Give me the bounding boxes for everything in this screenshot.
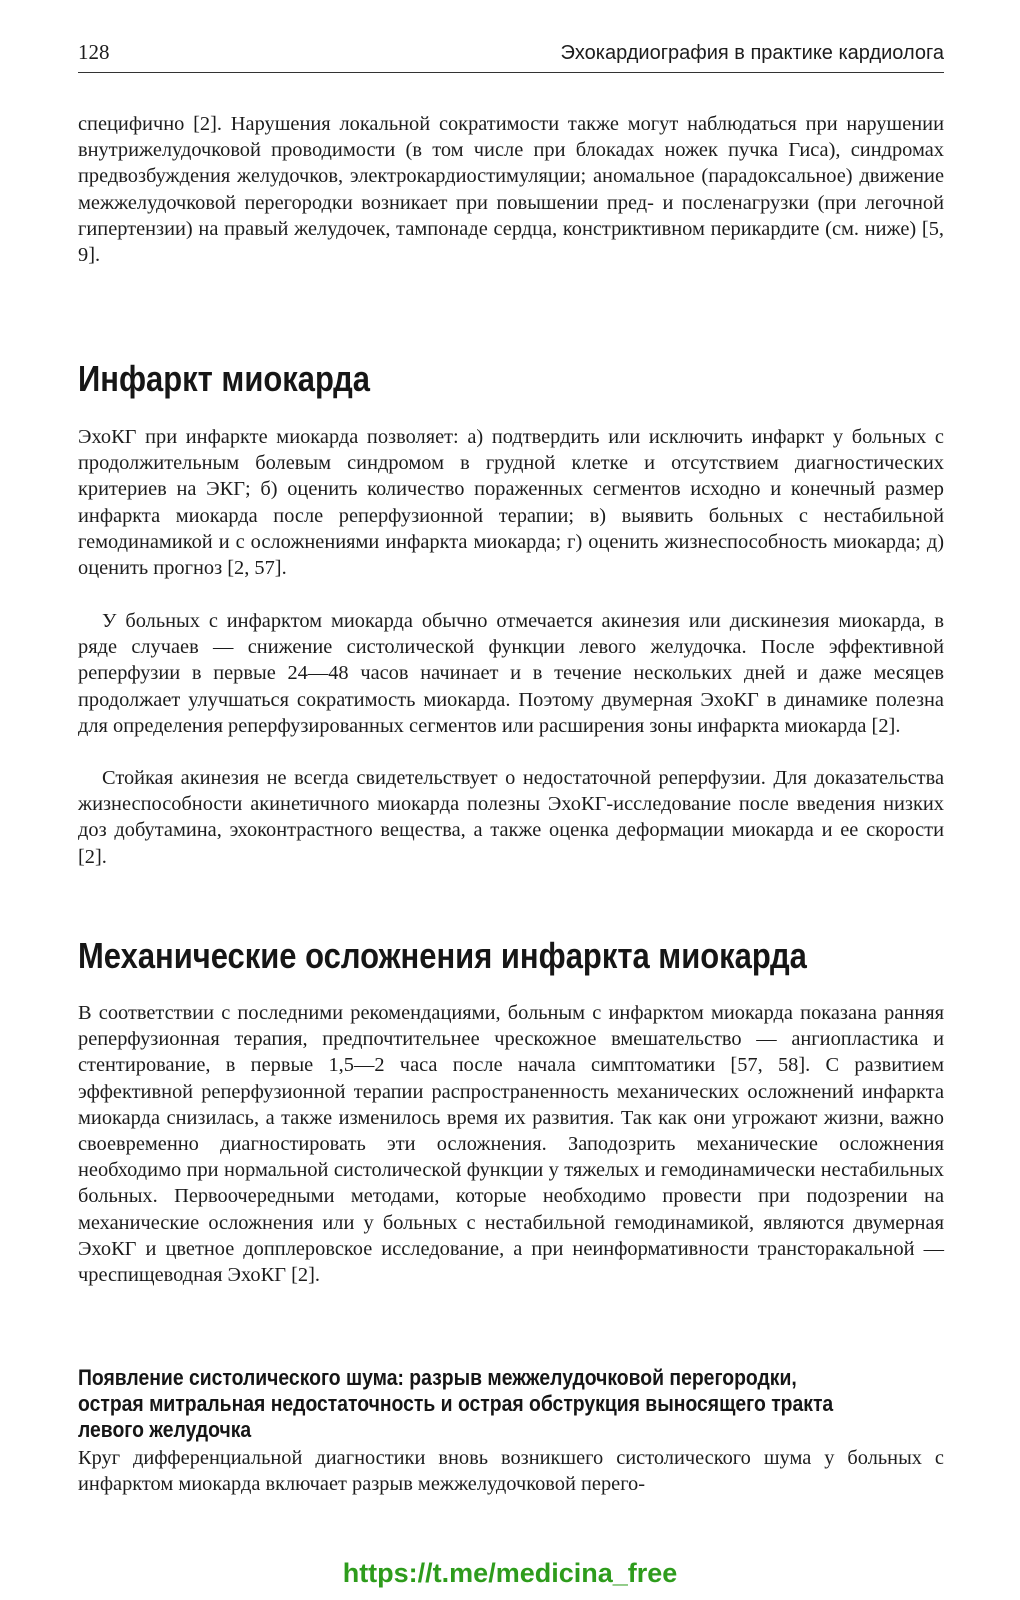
page-header: [78, 38, 944, 73]
paragraph-reperfusion: В соответствии с последними рекомендациями, больным с инфарктом миокарда показана ранняя реперфузионная терапия, предпочтительнее чрескожное вмешательство — ангиопластика и стентирование, в первые 1,5—2 часа после начала симптоматики [57, 58]. С развитием эффективной реперфузионной терапии распространенность механических осложнений инфаркта миокарда снизилась, а также изменилось время их развития. Так как они угрожают жизни, важно своевременно диагностировать эти осложнения. Заподозрить механические осложнения необходимо при нормальной систолической функции у тяжелых и гемодинамически нестабильных больных. Первоочередными методами, которые необходимо провести при подозрении на механические осложнения или у больных с нестабильной гемодинамикой, являются двумерная ЭхоКГ и цветное допплеровское исследование, а при неинформативности трансторакальной — чреспищеводная ЭхоКГ [2].: [78, 1002, 944, 1287]
page-number: 128: [78, 40, 110, 64]
running-title: Эхокардиография в практике кардиолога: [560, 42, 944, 64]
heading-infarct: Инфаркт миокарда: [78, 358, 371, 399]
heading-mechanical-complications: Механические осложнения инфаркта миокарда: [78, 935, 807, 976]
subheading-systolic-murmur: Появление систолического шума: разрыв межжелудочковой перегородки, острая митральная недостаточность и острая обструкция выносящего тракта левого желудочка: [78, 1365, 834, 1442]
paragraph-intro: специфично [2]. Нарушения локальной сократимости также могут наблюдаться при нарушении внутрижелудочковой проводимости (в том числе при блокадах ножек пучка Гиса), синдромах предвозбуждения желудочков, электрокардиостимуляции; аномальное (парадоксальное) движение межжелудочковой перегородки возникает при повышении пред- и посленагрузки (при легочной гипертензии) на правый желудочек, тампонаде сердца, констриктивном перикардите (см. ниже) [5, 9].: [78, 113, 944, 267]
paragraph-differential: Круг дифференциальной диагностики вновь возникшего систолического шума у больных с инфарктом миокарда включает разрыв межжелудочковой перего-: [78, 1447, 944, 1496]
paragraph-echo-goals: ЭхоКГ при инфаркте миокарда позволяет: а) подтвердить или исключить инфаркт у больных с продолжительным болевым синдромом в грудной клетке и отсутствием диагностических критериев на ЭКГ; б) оценить количество пораженных сегментов исходно и конечный размер инфаркта миокарда после реперфузионной терапии; в) выявить больных с нестабильной гемодинамикой и с осложнениями инфаркта миокарда; г) оценить жизнеспособность миокарда; д) оценить прогноз [2, 57].: [78, 426, 944, 580]
paragraph-akinesia: У больных с инфарктом миокарда обычно отмечается акинезия или дискинезия миокарда, в ряде случаев — снижение систолической функции левого желудочка. После эффективной реперфузии в первые 24—48 часов начинает и в течение нескольких дней и даже месяцев продолжает улучшаться сократимость миокарда. Поэтому двумерная ЭхоКГ в динамике полезна для определения реперфузированных сегментов или расширения зоны инфаркта миокарда [2].: [78, 610, 944, 737]
telegram-link[interactable]: https://t.me/medicina_free: [342, 1558, 678, 1588]
paragraph-viability: Стойкая акинезия не всегда свидетельствует о недостаточной реперфузии. Для доказательства жизнеспособности акинетичного миокарда полезны ЭхоКГ-исследование после введения низких доз добутамина, эхоконтрастного вещества, а также оценка деформации миокарда и ее скорости [2].: [78, 767, 944, 868]
